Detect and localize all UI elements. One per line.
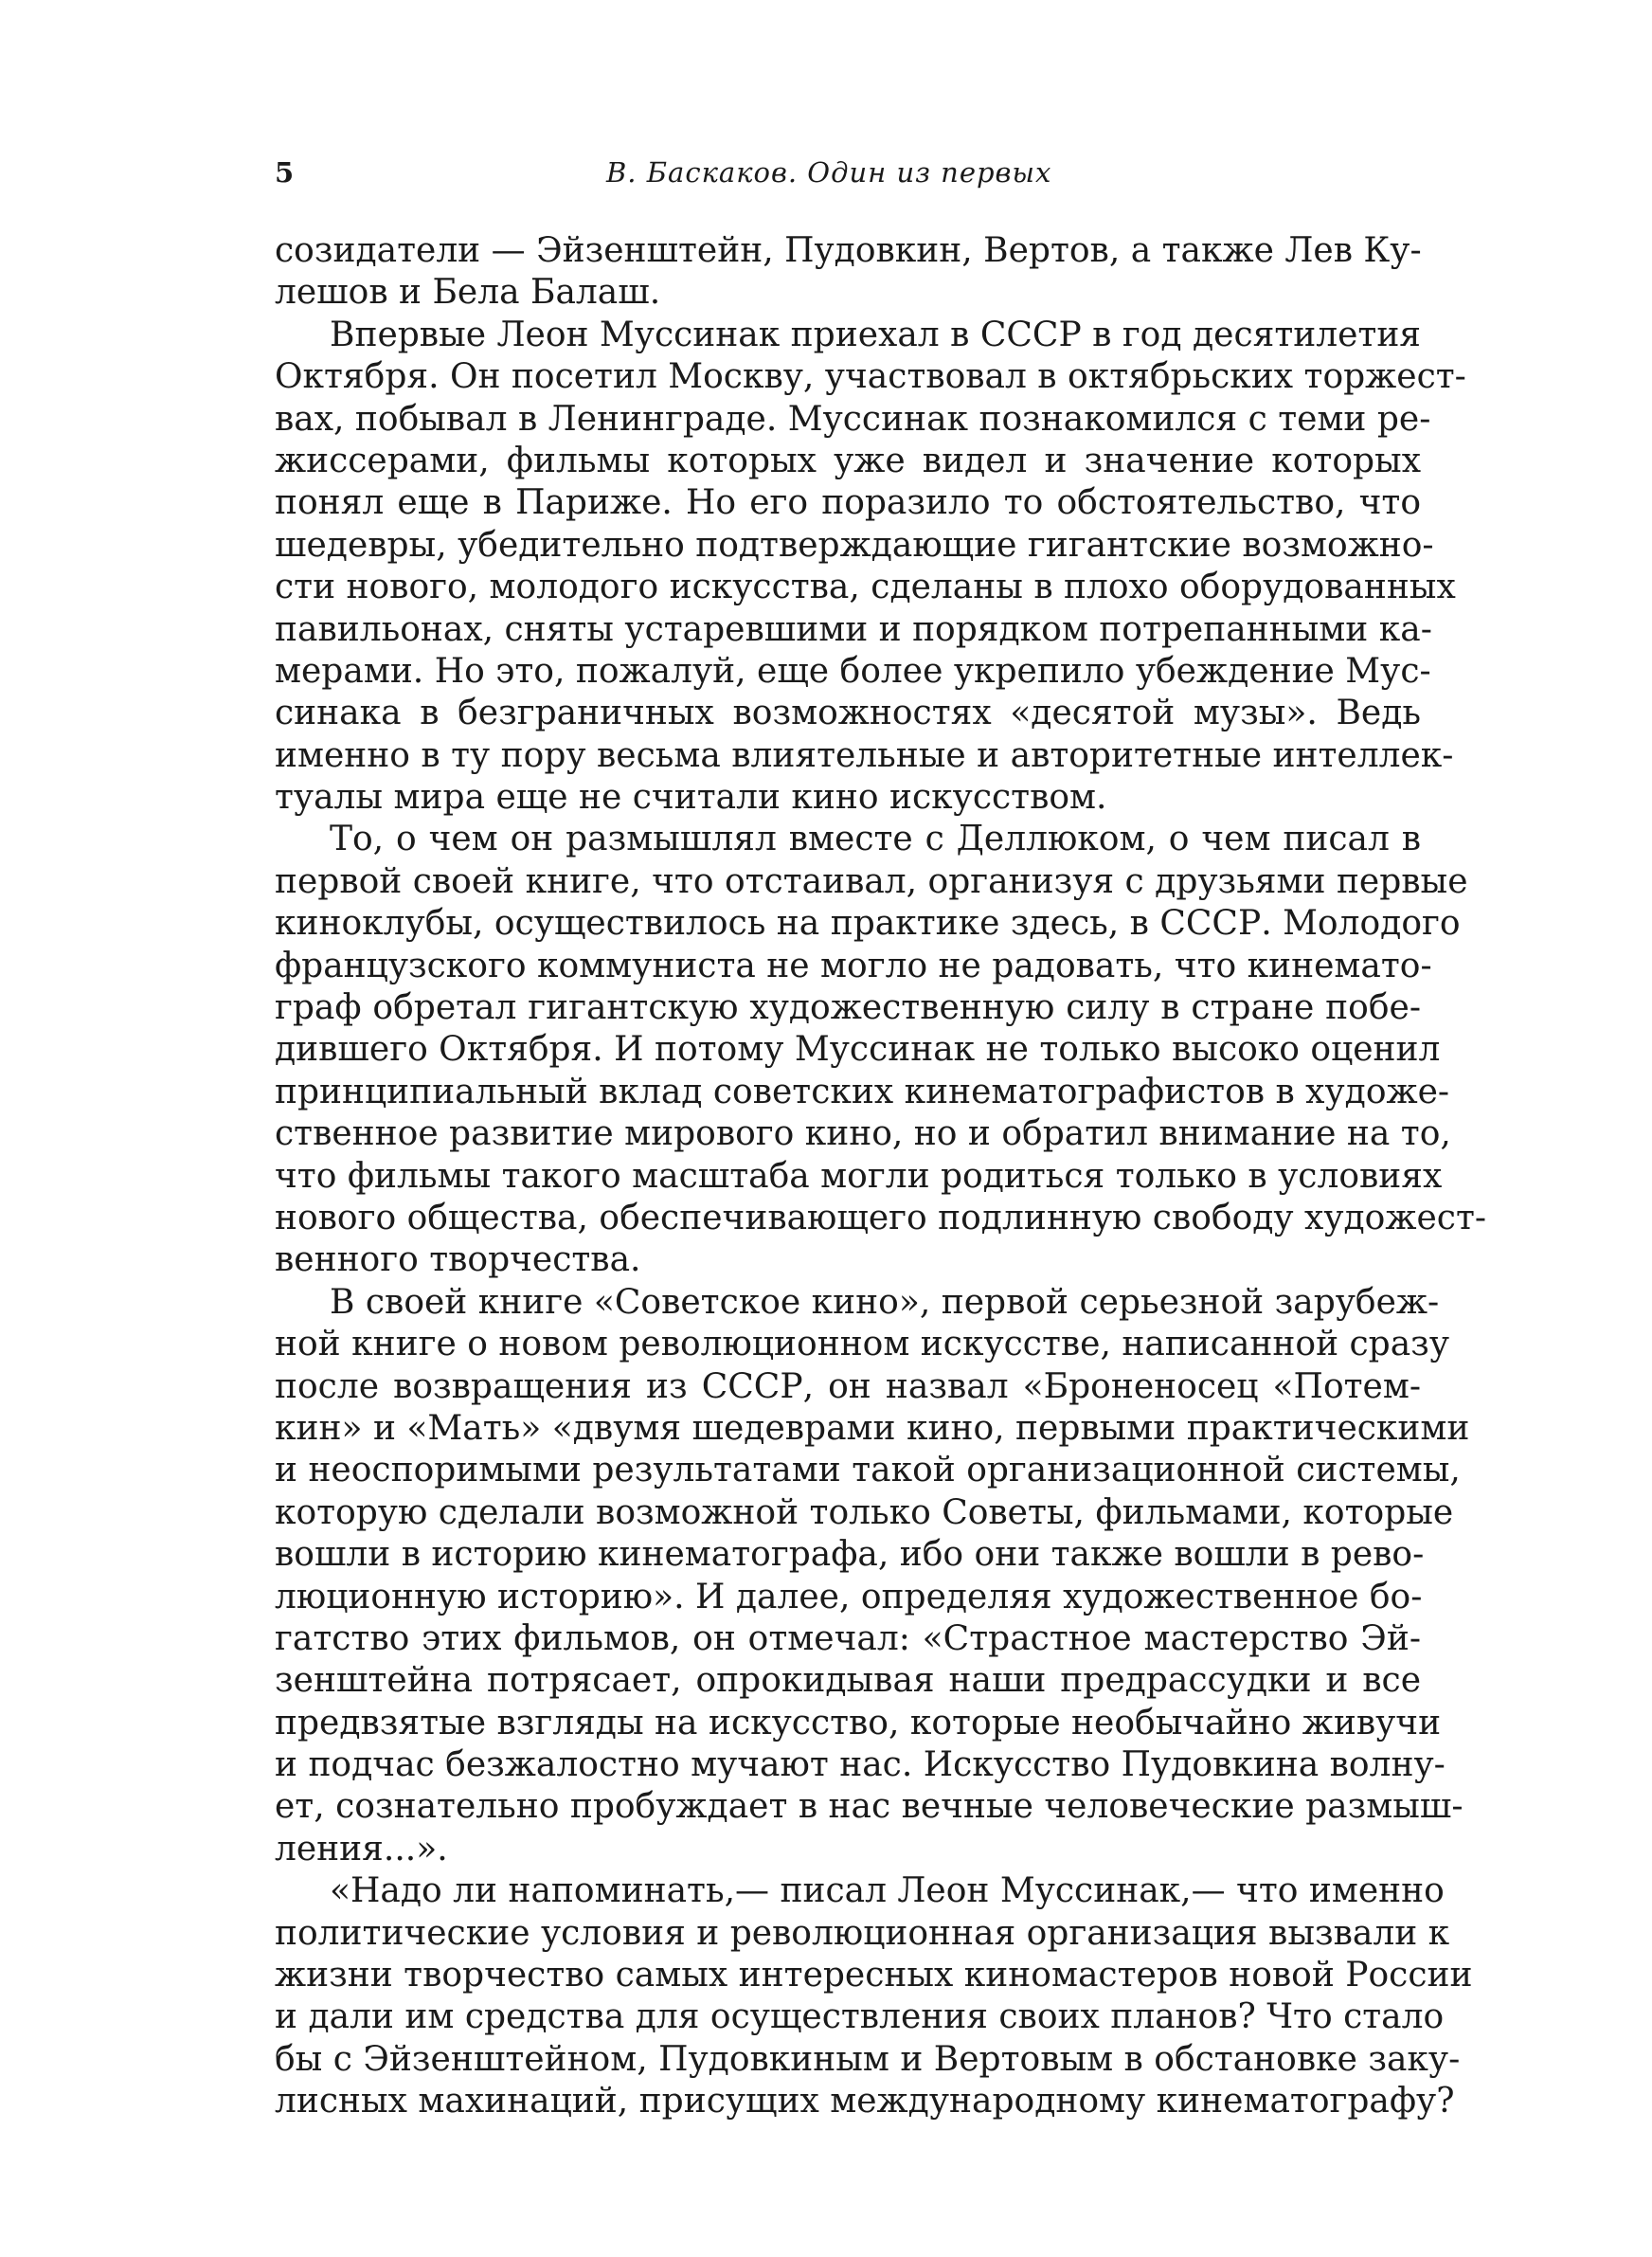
paragraph — [275, 819, 1487, 1281]
text-line: гатство этих фильмов, он отмечал: «Страстное мастерство Эй- — [275, 1618, 1421, 1658]
text-line: шедевры, убедительно подтверждающие гигантские возможно- — [275, 525, 1434, 565]
text-line: вах, побывал в Ленинграде. Муссинак познакомился с теми ре- — [275, 399, 1431, 439]
text-line: «Надо ли напоминать,— писал Леон Муссинак,— что именно — [330, 1871, 1445, 1911]
text-line: лисных махинаций, присущих международному кинематографу? — [275, 2082, 1455, 2122]
text-line: политические условия и революционная организация вызвали к — [275, 1913, 1450, 1953]
text-line: кин» и «Мать» «двумя шедеврами кино, первыми практическими — [275, 1408, 1470, 1448]
text-line: ственное развитие мирового кино, но и обратил внимание на то, — [275, 1114, 1451, 1154]
text-line: венного творчества. — [275, 1240, 641, 1280]
text-line: То, о чем он размышлял вместе с Деллюком, о чем писал в — [330, 820, 1421, 859]
text-line: жизни творчество самых интересных киномастеров новой России — [275, 1956, 1473, 1995]
paragraph — [275, 1282, 1470, 1870]
text-line: ления...». — [275, 1829, 448, 1869]
text-line: и дали им средства для осуществления своих планов? Что стало — [275, 1997, 1445, 2037]
text-line: созидатели — Эйзенштейн, Пудовкин, Вертов, а также Лев Ку- — [275, 231, 1422, 270]
text-line: предвзятые взгляды на искусство, которые необычайно живучи — [275, 1703, 1442, 1742]
text-line: нового общества, обеспечивающего подлинную свободу художест- — [275, 1198, 1487, 1237]
text-line: после возвращения из СССР, он назвал «Броненосец «Потем- — [275, 1366, 1421, 1406]
text-line: лешов и Бела Балаш. — [275, 273, 661, 313]
text-line: бы с Эйзенштейном, Пудовкиным и Вертовым в обстановке заку- — [275, 2039, 1461, 2079]
running-title: В. Баскаков. Один из первых — [606, 156, 1052, 189]
text-line: туалы мира еще не считали кино искусством. — [275, 778, 1107, 818]
paragraph — [275, 315, 1466, 820]
text-line: павильонах, сняты устаревшими и порядком потрепанными ка- — [275, 609, 1432, 649]
text-line: принципиальный вклад советских кинематографистов в художе- — [275, 1072, 1450, 1111]
text-line: синака в безграничных возможностях «десятой музы». Ведь — [275, 694, 1421, 733]
text-line: граф обретал гигантскую художественную силу в стране побе- — [275, 988, 1421, 1028]
text-line: люционную историю». И далее, определяя художественное бо- — [275, 1577, 1423, 1616]
paragraph — [275, 230, 1421, 315]
text-line: сти нового, молодого искусства, сделаны в плохо оборудованных — [275, 568, 1456, 607]
text-line: зенштейна потрясает, опрокидывая наши предрассудки и все — [275, 1661, 1421, 1701]
text-line: и подчас безжалостно мучают нас. Искусство Пудовкина волну- — [275, 1745, 1446, 1785]
text-line: мерами. Но это, пожалуй, еще более укрепило убеждение Мус- — [275, 651, 1431, 691]
text-line: В своей книге «Советское кино», первой серьезной зарубеж- — [330, 1282, 1440, 1322]
text-line: Впервые Леон Муссинак приехал в СССР в год десятилетия — [330, 315, 1422, 354]
text-line: которую сделали возможной только Советы, фильмами, которые — [275, 1492, 1454, 1532]
text-line: именно в ту пору весьма влиятельные и авторитетные интеллек- — [275, 735, 1454, 775]
text-line: понял еще в Париже. Но его поразило то обстоятельство, что — [275, 483, 1421, 523]
text-line: и неоспоримыми результатами такой организационной системы, — [275, 1451, 1461, 1490]
text-line: жиссерами, фильмы которых уже видел и значение которых — [275, 441, 1421, 480]
text-line: французского коммуниста не могло не радовать, что кинемато- — [275, 946, 1432, 985]
body-text — [275, 230, 1487, 2123]
text-line: киноклубы, осуществилось на практике здесь, в СССР. Молодого — [275, 904, 1461, 944]
page-number: 5 — [275, 156, 295, 189]
text-line: вошли в историю кинематографа, ибо они также вошли в рево- — [275, 1535, 1425, 1575]
paragraph — [275, 1870, 1473, 2122]
text-line: Октября. Он посетил Москву, участвовал в октябрьских торжест- — [275, 357, 1466, 397]
text-line: что фильмы такого масштаба могли родиться только в условиях — [275, 1156, 1443, 1196]
text-line: ет, сознательно пробуждает в нас вечные человеческие размыш- — [275, 1787, 1463, 1827]
text-line: дившего Октября. И потому Муссинак не только высоко оценил — [275, 1030, 1441, 1070]
text-line: первой своей книге, что отстаивал, организуя с друзьями первые — [275, 861, 1468, 901]
text-line: ной книге о новом революционном искусстве, написанной сразу — [275, 1325, 1449, 1364]
